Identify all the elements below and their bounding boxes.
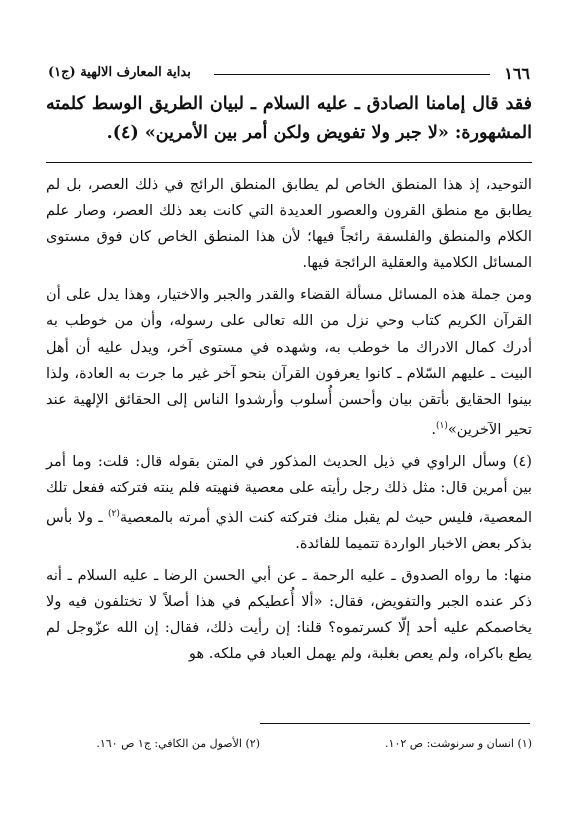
intro-paragraph: فقد قال إمامنا الصادق ـ عليه السلام ـ لبيان الطريق الوسط كلمته المشهورة: «لا جبر ولا تفويض ولكن أمر بين الأمرين» (٤). xyxy=(46,94,532,143)
page-number: ١٦٦ xyxy=(504,64,530,83)
paragraph-2: ومن جملة هذه المسائل مسألة القضاء والقدر والجبر والاختيار، وهذا يدل على أن القرآن الكريم كتاب وحي نزل من الله تعالى على رسوله، وأن من خوطب به أدرك كمال الادراك ما خوطب به، وشهده في مستوى آخر، ويدل عليه أن أهل البيت ـ عليهم السّلام ـ كانوا يعرفون القرآن بنحو آخر غير ما جرت به العادة، ولذا بينوا الحقايق بأتقن بيان وأحسن أُسلوب وأرشدوا الناس إلى الحقائق الإلهية عند تحير الآخرين»$^{(١)}$. xyxy=(46,286,532,438)
footnote-1: (١) انسان و سرنوشت: ص ١٠٢. xyxy=(385,737,532,750)
paragraph-2-text: ومن جملة هذه المسائل مسألة القضاء والقدر والجبر والاختيار، وهذا يدل على أن القرآن الكريم كتاب وحي نزل من الله تعالى على رسوله، وأن من خوطب به أدرك كمال الادراك ما خوطب به، وشهده في مستوى آخر، ويدل عليه أن أهل البيت ـ عليهم السّلام ـ كانوا يعرفون القرآن بنحو آخر غير ما جرت به العادة، ولذا بينوا الحقايق بأتقن بيان وأحسن أُسلوب وأرشدوا الناس إلى الحقائق الإلهية عند تحير الآخرين» xyxy=(46,286,532,438)
footnote-2: (٢) الأصول من الكافي: ج١ ص ١٦٠. xyxy=(96,737,260,750)
paragraph-3-end: ـ ولا بأس بذكر بعض الاخبار الواردة تتميما للفائدة. xyxy=(46,508,532,552)
header-rule xyxy=(214,74,490,75)
paragraph-3-text: (٤) وسأل الراوي في ذيل الحديث المذكور في المتن بقوله قال: قلت: وما أمر بين أمرين قال: مثل ذلك رجل رأيته على معصية فنهيته فلم ينته فتركته ففعل تلك المعصية، فليس حيث لم يقبل منك فتركته كنت الذي أمرته بالمعصية xyxy=(46,452,532,526)
footnote-ref-1: (١) xyxy=(435,420,448,431)
footnote-ref-2: (٢) xyxy=(108,508,120,519)
footnotes xyxy=(46,737,532,757)
footnote-divider xyxy=(260,723,530,724)
section-divider xyxy=(46,162,532,163)
intro-text xyxy=(46,90,532,148)
book-title: بداية المعارف الالهية (ج١) xyxy=(48,65,191,80)
running-header xyxy=(48,64,530,86)
footnote-body xyxy=(46,172,532,667)
paragraph-1: التوحيد، إذ هذا المنطق الخاص لم يطابق المنطق الرائج في ذلك العصر، بل لم يطابق مع منطق القرون والعصور العديدة التي كانت بعد ذلك العصر، وصار علم الكلام والمنطق والفلسفة رائجاً فيها؛ لأن هذا المنطق الخاص كان فوق مستوى المسائل الكلامية والعقلية الرائجة فيها. xyxy=(46,176,532,272)
paragraph-3 xyxy=(46,449,532,557)
paragraph-4: منها: ما رواه الصدوق ـ عليه الرحمة ـ عن أبي الحسن الرضا ـ عليه السلام ـ أنه ذكر عنده الجبر والتفويض، فقال: «ألا أُعطيكم في هذا أصلاً لا تختلفون فيه ولا يخاصمكم عليه أحد إلّا كسرتموه؟ قلنا: إن رأيت ذلك، فقال: إن الله عزّوجل لم يطع باكراه، ولم يعص بغلبة، ولم يهمل العباد في ملكه. هو xyxy=(46,567,532,663)
